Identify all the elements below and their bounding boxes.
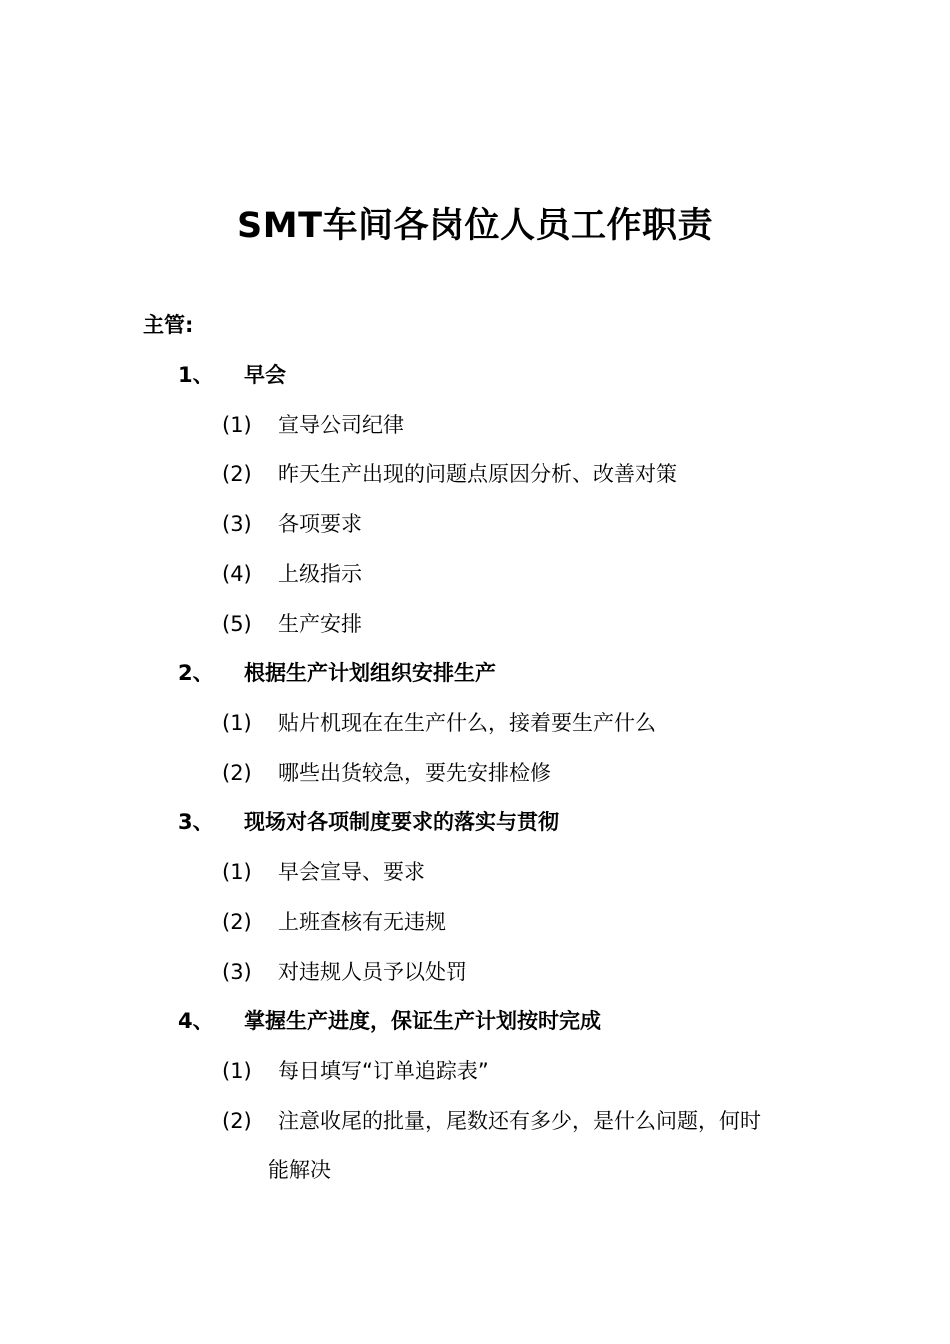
sub-item-text: 哪些出货较急，要先安排检修: [278, 761, 551, 785]
sub-item-number: (2): [222, 761, 252, 785]
sub-item-number: (2): [222, 910, 252, 934]
sub-item-text: 上班查核有无违规: [278, 910, 446, 934]
item-number: 4、: [178, 1009, 214, 1033]
item-number: 1、: [178, 363, 214, 387]
sub-item-number: (1): [222, 711, 252, 735]
sub-item-text: 生产安排: [278, 612, 362, 636]
sub-item-number: (5): [222, 612, 252, 636]
sub-item-text: 昨天生产出现的问题点原因分析、改善对策: [278, 462, 677, 486]
item-number: 3、: [178, 810, 214, 834]
sub-item-text: 注意收尾的批量，尾数还有多少，是什么问题，何时: [278, 1109, 761, 1133]
item-heading: 早会: [244, 363, 286, 387]
sub-item-text: 宣导公司纪律: [278, 413, 404, 437]
item-heading: 现场对各项制度要求的落实与贯彻: [244, 810, 559, 834]
sub-item-text: 上级指示: [278, 562, 362, 586]
section-label-supervisor: 主管:: [143, 313, 194, 337]
sub-item-number: (2): [222, 462, 252, 486]
sub-item-number: (4): [222, 562, 252, 586]
sub-item-text: 贴片机现在在生产什么，接着要生产什么: [278, 711, 656, 735]
sub-item-number: (1): [222, 860, 252, 884]
sub-item-text: 早会宣导、要求: [278, 860, 425, 884]
sub-item-number: (3): [222, 960, 252, 984]
sub-item-number: (1): [222, 1059, 252, 1083]
sub-item-text: 对违规人员予以处罚: [278, 960, 467, 984]
sub-item-number: (3): [222, 512, 252, 536]
sub-item-text: 各项要求: [278, 512, 362, 536]
sub-item-number: (1): [222, 413, 252, 437]
sub-item-text: 每日填写“订单追踪表”: [278, 1059, 489, 1083]
sub-item-number: (2): [222, 1109, 252, 1133]
page-title: SMT车间各岗位人员工作职责: [237, 206, 713, 246]
item-heading: 掌握生产进度，保证生产计划按时完成: [244, 1009, 601, 1033]
item-heading: 根据生产计划组织安排生产: [244, 661, 496, 685]
sub-item-continuation: 能解决: [268, 1158, 331, 1182]
item-number: 2、: [178, 661, 214, 685]
